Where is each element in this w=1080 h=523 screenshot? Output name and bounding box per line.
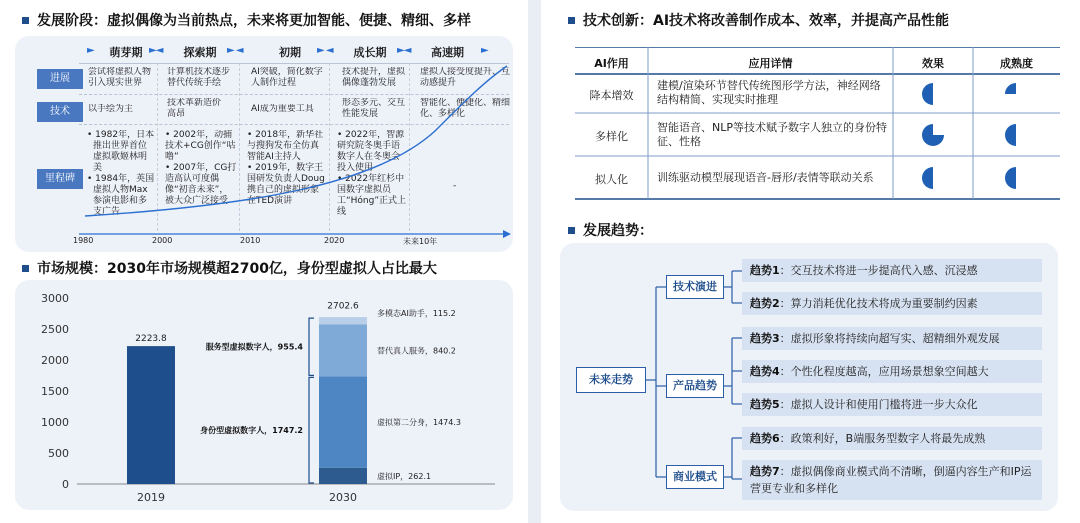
trend-group-product: 产品趋势	[666, 374, 724, 398]
milestone-item: • 2022年红杉中国数字虚拟员工“Hóng”正式上线	[337, 174, 407, 217]
tech-row-role: 多样化	[595, 130, 628, 143]
tech-cell: AI成为重要工具	[251, 104, 314, 114]
stage-header-3: 初期	[279, 46, 301, 59]
arrow-icon: ►	[87, 45, 94, 56]
trend-item: 趋势2：算力消耗优化技术将成为重要制约因素	[742, 292, 1042, 315]
bracket	[309, 377, 314, 483]
bar-2030-segment	[319, 317, 367, 324]
trend-item: 趋势1：交互技术将进一步提高代入感、沉浸感	[742, 259, 1042, 282]
bracket-label: 服务型虚拟数字人，955.4	[205, 342, 303, 352]
column-divider	[409, 63, 410, 231]
y-tick-label: 1000	[41, 416, 69, 429]
stage-header-2: 探索期	[183, 46, 217, 59]
tech-header-role: AI作用	[594, 57, 629, 70]
bar-total-label: 2702.6	[327, 301, 359, 312]
timeline-arrow-icon	[503, 230, 511, 238]
arrow-icon: ► ◄	[317, 45, 333, 56]
milestone-item: • 2007年，CG打造高认可度偶像“初音未来”，被大众广泛接受	[165, 163, 237, 206]
maturity-pie-icon	[1005, 124, 1027, 146]
row-divider	[79, 94, 509, 95]
trend-title-text: 发展趋势：	[583, 223, 653, 239]
column-divider	[157, 63, 158, 231]
y-tick-label: 0	[62, 478, 69, 491]
milestone-item: • 2018年，新华社与搜狗发布全仿真智能AI主持人	[247, 130, 324, 162]
maturity-pie-icon	[1005, 167, 1027, 189]
segment-label: 虚拟IP，262.1	[377, 471, 432, 481]
row-label-progress: 进展	[37, 69, 83, 89]
tech-cell: 以手绘为主	[88, 104, 134, 114]
stage-header-5: 高速期	[431, 46, 464, 59]
trend-item: 趋势6：政策利好，B端服务型数字人将最先成熟	[742, 427, 1042, 450]
bar-2019	[127, 346, 175, 484]
arrow-icon: ►◄	[397, 45, 411, 56]
stage-title-text: 发展阶段：虚拟偶像为当前热点，未来将更加智能、便捷、精细、多样	[37, 13, 471, 29]
bar-total-label: 2223.8	[135, 334, 167, 345]
trend-section-title	[568, 220, 653, 240]
market-section-title	[22, 258, 437, 278]
tech-row-role: 降本增效	[589, 89, 634, 102]
bracket	[309, 318, 314, 375]
market-title-text: 市场规模：2030年市场规模超2700亿，身份型虚拟人占比最大	[37, 261, 437, 277]
column-divider	[239, 63, 240, 231]
segment-label: 多模态AI助手，115.2	[377, 309, 456, 319]
progress-cell: AI突破，简化数字人制作过程	[251, 67, 323, 88]
y-tick-label: 500	[48, 447, 69, 460]
market-chart-panel	[15, 280, 513, 510]
milestone-item: • 1982年，日本推出世界首位虚拟歌姬林明美	[87, 130, 155, 173]
tech-header-detail: 应用详情	[748, 57, 793, 70]
tech-row-detail: 智能语音、NLP等技术赋予数字人独立的身份特征、性格	[657, 121, 887, 148]
year-label: 未来10年	[403, 237, 438, 246]
year-label: 1980	[73, 236, 94, 245]
trend-item: 趋势7：虚拟偶像商业模式尚不清晰，倒逼内容生产和IP运营更专业和多样化	[742, 460, 1042, 500]
milestone-item: • 1984年，英国虚拟人物Max参演电影和多支广告	[87, 174, 155, 217]
row-label-tech: 技术	[37, 102, 83, 122]
tech-cell: 技术革新造价高昂	[167, 98, 222, 119]
trend-group-business: 商业模式	[666, 465, 724, 489]
bar-2030-segment	[319, 376, 367, 467]
milestone-item: • 2019年，数字王国研发负责人Doug携自己的虚拟形象在TED演讲	[247, 163, 325, 206]
effect-pie-icon	[922, 167, 944, 189]
bullet-square-icon	[568, 17, 575, 24]
segment-label: 替代真人服务，840.2	[377, 346, 456, 356]
effect-pie-icon	[922, 124, 944, 146]
x-tick-label: 2019	[137, 491, 165, 504]
milestone-item: • 2002年，动捕技术+CG创作“咕噜”	[165, 130, 236, 162]
tech-row-role: 拟人化	[595, 173, 628, 186]
trend-tree	[560, 243, 1058, 511]
market-bar-chart	[15, 280, 513, 510]
tech-title-text: 技术创新：AI技术将改善制作成本、效率，并提高产品性能	[583, 13, 950, 29]
tech-row-detail: 建模/渲染环节替代传统图形学方法，神经网络结构精简、实现实时推理	[657, 79, 881, 106]
year-label: 2020	[324, 236, 345, 245]
y-tick-label: 3000	[41, 292, 69, 305]
row-label-milestone: 里程碑	[37, 169, 83, 189]
tech-rating-pies	[575, 47, 1060, 199]
row-divider	[79, 124, 509, 125]
bracket-label: 身份型虚拟数字人，1747.2	[200, 426, 303, 436]
arrow-icon: ►	[481, 45, 488, 56]
arrow-icon: ►◄	[149, 45, 163, 56]
stage-section-title	[22, 10, 471, 30]
tech-row-detail: 训练驱动模型展现语音-唇形/表情等联动关系	[657, 171, 874, 184]
trend-root: 未来走势	[576, 367, 646, 393]
milestone-cell	[165, 130, 237, 226]
trend-item: 趋势4：个性化程度越高，应用场景想象空间越大	[742, 360, 1042, 383]
tech-header-effect: 效果	[922, 57, 944, 70]
bar-2030-segment	[319, 324, 367, 376]
bullet-square-icon	[568, 227, 575, 234]
x-tick-label: 2030	[329, 491, 357, 504]
year-label: 2000	[152, 236, 173, 245]
tech-header-maturity: 成熟度	[1000, 57, 1033, 70]
tech-cell: 智能化、便捷化、精细化、多样化	[420, 98, 510, 119]
tech-cell: 形态多元、交互性能发展	[342, 98, 406, 119]
milestone-cell	[85, 130, 155, 226]
bullet-square-icon	[22, 17, 29, 24]
left-panel	[0, 0, 528, 523]
bar-2030-segment	[319, 468, 367, 484]
stage-header-4: 成长期	[353, 46, 387, 59]
y-tick-label: 2000	[41, 354, 69, 367]
milestone-cell: -	[453, 181, 457, 191]
row-divider	[79, 63, 509, 64]
trend-item: 趋势5：虚拟人设计和使用门槛将进一步大众化	[742, 393, 1042, 416]
trend-item: 趋势3：虚拟形象将持续向超写实、超精细外观发展	[742, 327, 1042, 350]
progress-cell: 技术提升，虚拟偶像蓬勃发展	[342, 67, 406, 88]
progress-cell: 虚拟人接受度提升、互动感提升	[420, 67, 510, 88]
stage-header-1: 萌芽期	[109, 46, 143, 59]
y-tick-label: 2500	[41, 323, 69, 336]
tech-section-title	[568, 10, 949, 30]
bullet-square-icon	[22, 265, 29, 272]
milestone-item: • 2022年，智源研究院冬奥手语数字人在冬奥会投入使用	[337, 130, 405, 173]
milestone-cell	[247, 130, 327, 226]
milestone-cell	[337, 130, 408, 226]
stage-table	[15, 36, 513, 252]
progress-cell: 计算机技术逐步替代传统手绘	[167, 67, 231, 88]
year-label: 2010	[240, 236, 261, 245]
arrow-icon: ► ◄	[227, 45, 243, 56]
progress-cell: 尝试将虚拟人物引入现实世界	[88, 67, 152, 88]
y-tick-label: 1500	[41, 385, 69, 398]
column-divider	[329, 63, 330, 231]
maturity-pie-icon	[1005, 83, 1027, 105]
trend-group-tech: 技术演进	[666, 275, 724, 299]
segment-label: 虚拟第二分身，1474.3	[377, 418, 461, 428]
effect-pie-icon	[922, 83, 944, 105]
